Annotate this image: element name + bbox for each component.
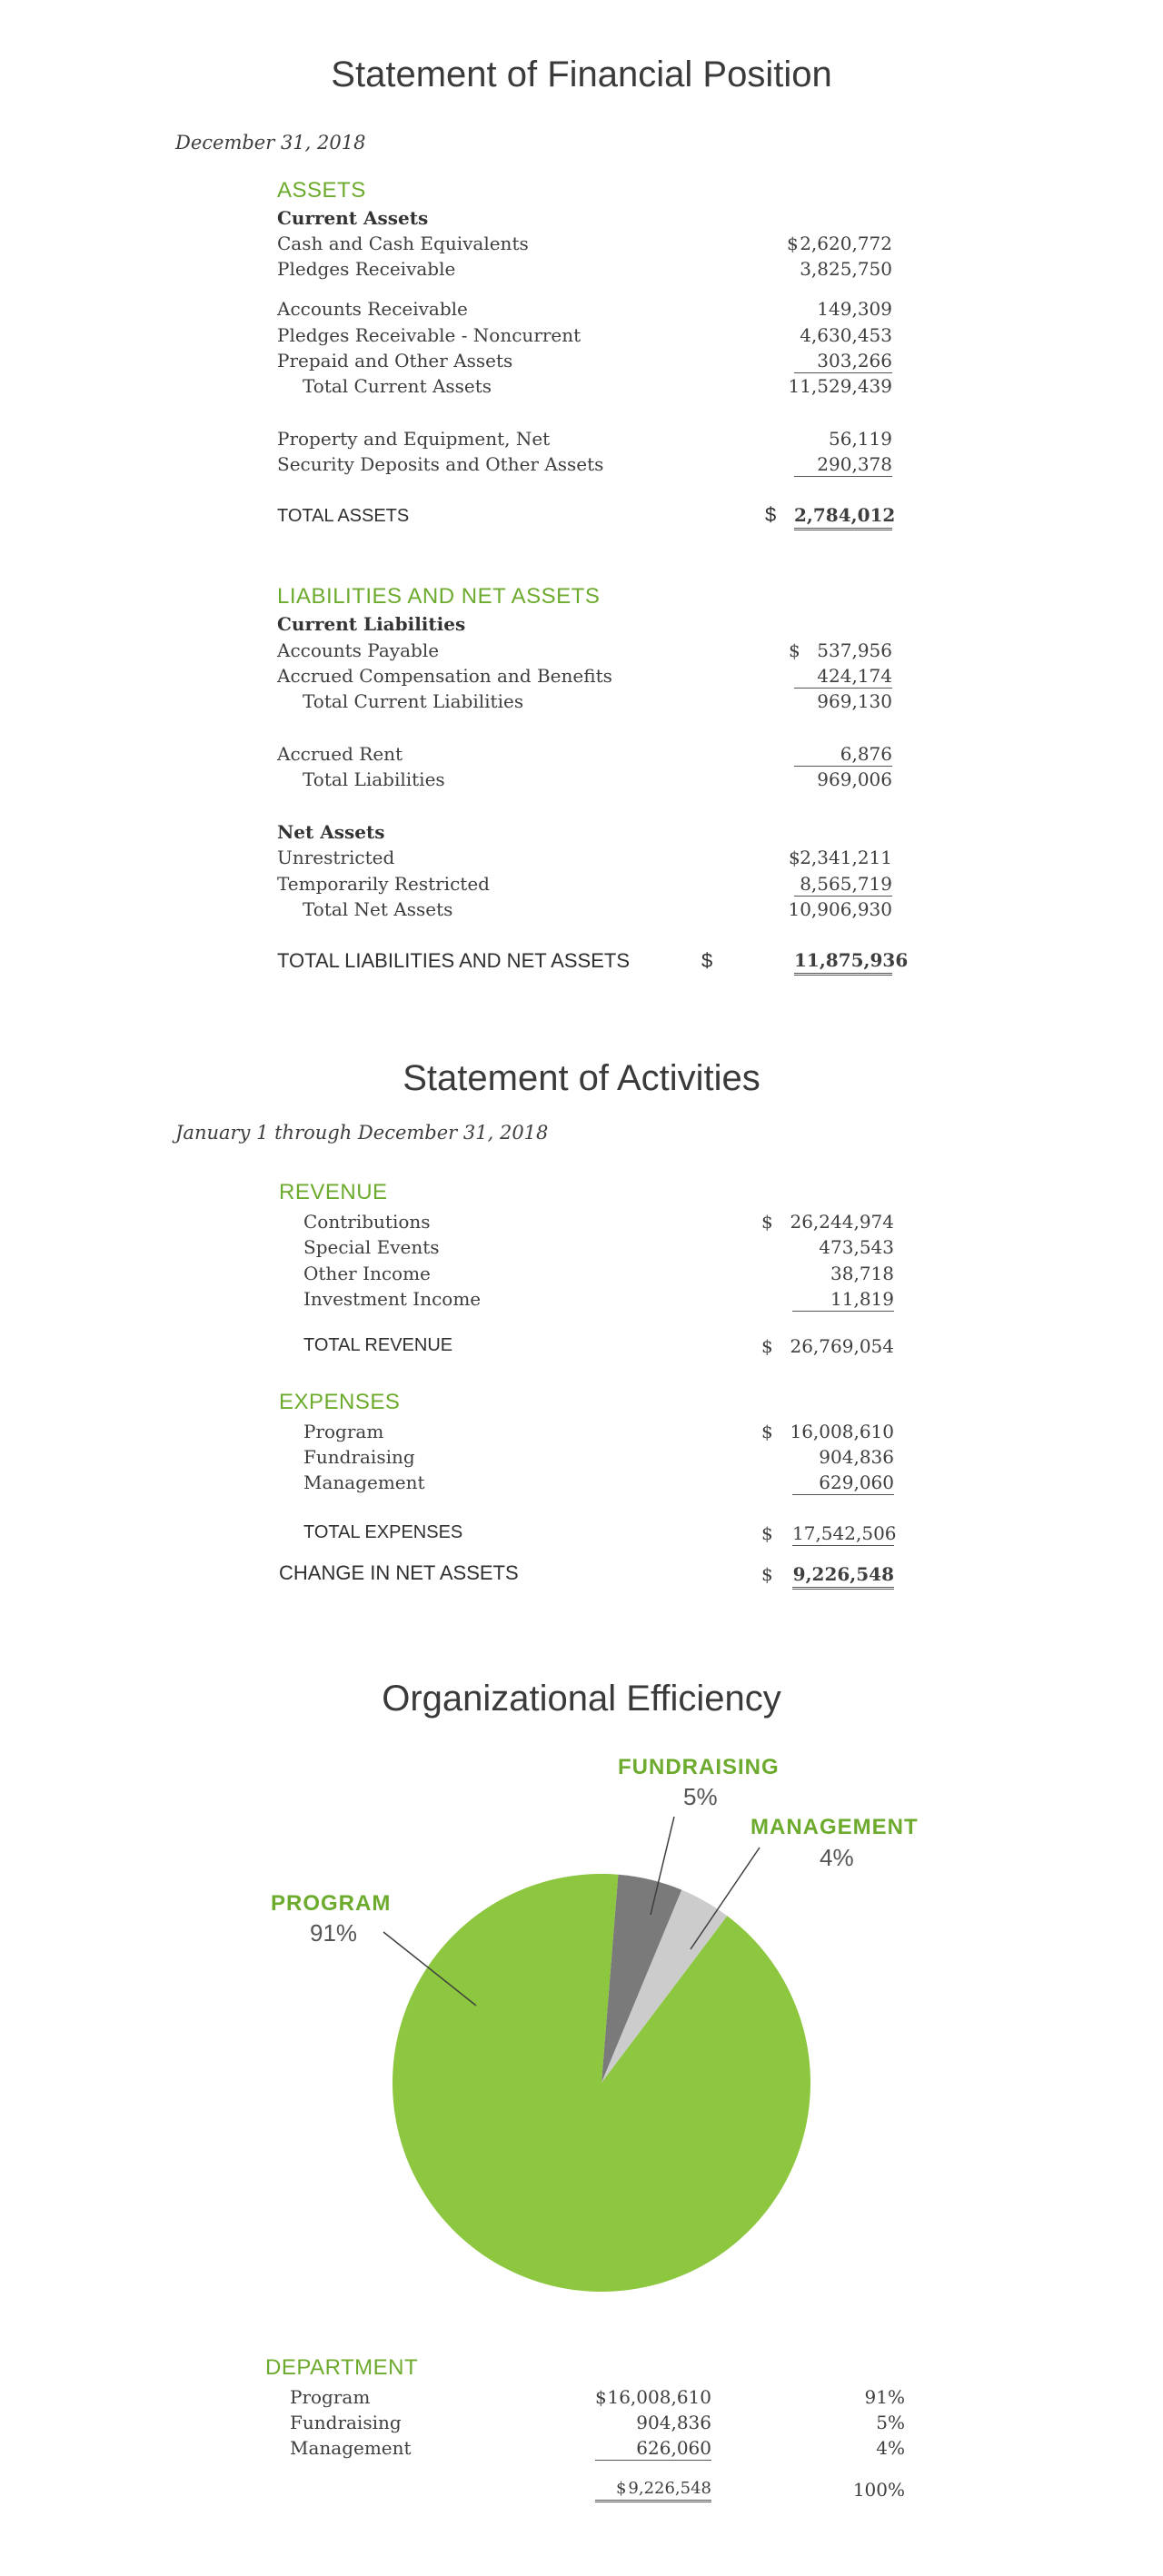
cash-value: 2,620,772 bbox=[800, 233, 892, 254]
expenses-heading: EXPENSES bbox=[279, 1390, 401, 1414]
fundraising-pie-label: FUNDRAISING bbox=[618, 1755, 780, 1779]
total-expenses-value: 17,542,506 bbox=[792, 1522, 897, 1544]
contributions-label: Contributions bbox=[303, 1211, 431, 1233]
dept-fundraising-pct: 5% bbox=[876, 2412, 905, 2433]
pledges-label: Pledges Receivable bbox=[277, 258, 456, 280]
accounts-receivable-value: 149,309 bbox=[817, 298, 892, 320]
dept-program-currency: $ bbox=[595, 2386, 607, 2408]
total-expenses-currency: $ bbox=[761, 1522, 773, 1544]
temp-restricted-value: 8,565,719 bbox=[794, 873, 892, 897]
revenue-heading: REVENUE bbox=[279, 1180, 388, 1204]
pie-slice-program bbox=[393, 1874, 810, 2292]
pledges-value: 3,825,750 bbox=[800, 258, 892, 280]
dept-total-pct: 100% bbox=[852, 2479, 905, 2501]
expense-program-label: Program bbox=[303, 1421, 384, 1442]
other-income-value: 38,718 bbox=[830, 1263, 894, 1284]
other-income-label: Other Income bbox=[303, 1263, 431, 1284]
total-revenue-value: 26,769,054 bbox=[790, 1335, 894, 1357]
dept-management-value: 626,060 bbox=[595, 2437, 711, 2461]
total-liabilities-net-assets-currency: $ bbox=[701, 949, 713, 972]
financial-position-title: Statement of Financial Position bbox=[331, 54, 832, 94]
accounts-payable-value: 537,956 bbox=[817, 639, 892, 661]
management-pie-pct: 4% bbox=[820, 1844, 854, 1871]
total-net-assets-label: Total Net Assets bbox=[303, 898, 453, 920]
current-liabilities-heading: Current Liabilities bbox=[277, 613, 466, 635]
unrestricted-label: Unrestricted bbox=[277, 847, 395, 868]
total-liabilities-net-assets-label: TOTAL LIABILITIES AND NET ASSETS bbox=[277, 949, 630, 972]
total-assets-value: 2,784,012 bbox=[794, 504, 892, 530]
total-liabilities-value: 969,006 bbox=[817, 768, 892, 790]
prepaid-label: Prepaid and Other Assets bbox=[277, 350, 513, 372]
program-pie-label: PROGRAM bbox=[271, 1891, 392, 1916]
total-liabilities-net-assets-value: 11,875,936 bbox=[794, 949, 892, 976]
dept-management-pct: 4% bbox=[876, 2437, 905, 2459]
expense-management-label: Management bbox=[303, 1471, 425, 1493]
total-assets-label: TOTAL ASSETS bbox=[277, 506, 410, 526]
unrestricted-currency: $ bbox=[789, 847, 800, 868]
accrued-comp-value: 424,174 bbox=[794, 665, 892, 689]
fundraising-pie-pct: 5% bbox=[683, 1783, 718, 1810]
accounts-payable-currency: $ bbox=[789, 639, 800, 661]
accrued-comp-label: Accrued Compensation and Benefits bbox=[277, 665, 612, 687]
pledges-noncurrent-value: 4,630,453 bbox=[800, 324, 892, 346]
efficiency-title: Organizational Efficiency bbox=[382, 1679, 781, 1719]
change-net-assets-label: CHANGE IN NET ASSETS bbox=[279, 1561, 519, 1584]
net-assets-heading: Net Assets bbox=[277, 821, 385, 843]
total-assets-currency: $ bbox=[765, 503, 777, 526]
financial-position-date: December 31, 2018 bbox=[175, 132, 366, 154]
management-pie-label: MANAGEMENT bbox=[750, 1815, 919, 1839]
change-net-assets-currency: $ bbox=[761, 1563, 773, 1585]
accrued-rent-label: Accrued Rent bbox=[277, 743, 403, 765]
dept-program-pct: 91% bbox=[864, 2386, 905, 2408]
expense-management-value: 629,060 bbox=[792, 1471, 894, 1495]
deposits-label: Security Deposits and Other Assets bbox=[277, 453, 604, 475]
change-net-assets-value: 9,226,548 bbox=[792, 1563, 894, 1590]
dept-program-label: Program bbox=[290, 2386, 371, 2408]
pledges-noncurrent-label: Pledges Receivable - Noncurrent bbox=[277, 324, 582, 346]
accrued-rent-value: 6,876 bbox=[794, 743, 892, 767]
prepaid-value: 303,266 bbox=[794, 350, 892, 373]
total-net-assets-value: 10,906,930 bbox=[788, 898, 892, 920]
dept-management-label: Management bbox=[290, 2437, 412, 2459]
contributions-value: 26,244,974 bbox=[790, 1211, 894, 1233]
expense-program-currency: $ bbox=[761, 1421, 773, 1442]
cash-label: Cash and Cash Equivalents bbox=[277, 233, 529, 254]
special-events-label: Special Events bbox=[303, 1236, 440, 1258]
dept-fundraising-label: Fundraising bbox=[290, 2412, 402, 2433]
special-events-value: 473,543 bbox=[819, 1236, 894, 1258]
dept-total-value: 9,226,548 bbox=[595, 2479, 711, 2502]
total-current-liabilities-label: Total Current Liabilities bbox=[303, 690, 524, 712]
expense-fundraising-label: Fundraising bbox=[303, 1446, 415, 1468]
dept-total-currency: $ bbox=[616, 2479, 627, 2498]
deposits-value: 290,378 bbox=[794, 453, 892, 477]
property-label: Property and Equipment, Net bbox=[277, 428, 551, 450]
contributions-currency: $ bbox=[761, 1211, 773, 1233]
accounts-receivable-label: Accounts Receivable bbox=[277, 298, 468, 320]
dept-program-value: 16,008,610 bbox=[607, 2386, 711, 2408]
dept-fundraising-value: 904,836 bbox=[636, 2412, 711, 2433]
total-current-assets-value: 11,529,439 bbox=[788, 375, 892, 397]
total-expenses-label: TOTAL EXPENSES bbox=[303, 1522, 463, 1542]
current-assets-heading: Current Assets bbox=[277, 207, 429, 229]
liabilities-heading: LIABILITIES AND NET ASSETS bbox=[277, 584, 601, 609]
total-current-assets-label: Total Current Assets bbox=[303, 375, 492, 397]
assets-heading: ASSETS bbox=[277, 178, 366, 203]
program-pie-pct: 91% bbox=[310, 1919, 358, 1947]
investment-income-label: Investment Income bbox=[303, 1288, 482, 1310]
total-current-liabilities-value: 969,130 bbox=[817, 690, 892, 712]
expense-fundraising-value: 904,836 bbox=[819, 1446, 894, 1468]
cash-currency: $ bbox=[787, 233, 799, 254]
expense-program-value: 16,008,610 bbox=[790, 1421, 894, 1442]
total-liabilities-label: Total Liabilities bbox=[303, 768, 445, 790]
department-heading: DEPARTMENT bbox=[265, 2355, 419, 2380]
activities-date: January 1 through December 31, 2018 bbox=[175, 1122, 549, 1144]
unrestricted-value: 2,341,211 bbox=[800, 847, 892, 868]
accounts-payable-label: Accounts Payable bbox=[277, 639, 440, 661]
activities-title: Statement of Activities bbox=[403, 1058, 760, 1098]
investment-income-value: 11,819 bbox=[792, 1288, 894, 1312]
temp-restricted-label: Temporarily Restricted bbox=[277, 873, 490, 895]
pie-slices bbox=[393, 1874, 810, 2292]
total-revenue-label: TOTAL REVENUE bbox=[303, 1335, 453, 1355]
property-value: 56,119 bbox=[829, 428, 892, 450]
total-revenue-currency: $ bbox=[761, 1335, 773, 1357]
